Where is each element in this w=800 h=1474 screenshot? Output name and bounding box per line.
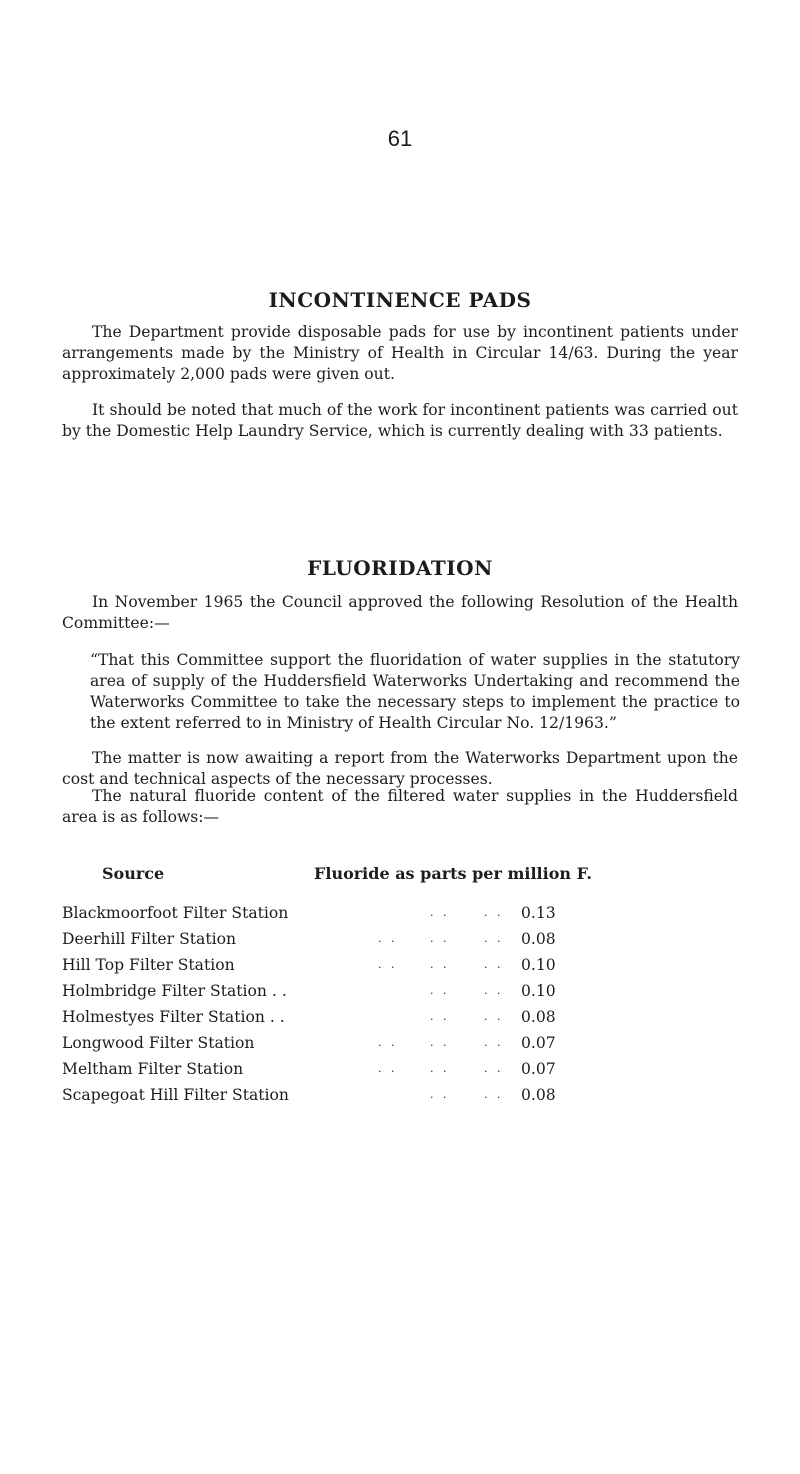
fluoride-value: 0.08 bbox=[521, 930, 556, 948]
leader-dots: . . bbox=[430, 1088, 450, 1101]
leader-dots: . . bbox=[484, 984, 504, 997]
fluoride-value: 0.10 bbox=[521, 956, 556, 974]
leader-dots: . . bbox=[430, 1010, 450, 1023]
leader-dots: . . bbox=[430, 958, 450, 971]
source-name: Scapegoat Hill Filter Station bbox=[62, 1086, 289, 1104]
fluoride-value: 0.10 bbox=[521, 982, 556, 1000]
paragraph-awaiting-report: The matter is now awaiting a report from the Waterworks Department upon the cost and technical aspects of the necessary processes. bbox=[62, 749, 738, 788]
paragraph-pads-provision: The Department provide disposable pads for use by incontinent patients under arrangements made by the Ministry of Health in Circular 14/63. During the year approximately 2,000 pads were given out. bbox=[62, 323, 738, 383]
column-header-fluoride: Fluoride as parts per million F. bbox=[314, 864, 592, 883]
table-row bbox=[62, 1056, 662, 1082]
leader-dots: . . bbox=[484, 1088, 504, 1101]
source-name: Meltham Filter Station bbox=[62, 1060, 244, 1078]
leader-dots: . . bbox=[484, 1036, 504, 1049]
leader-dots: . . bbox=[430, 1036, 450, 1049]
leader-dots: . . bbox=[378, 1062, 398, 1075]
leader-dots: . . bbox=[430, 932, 450, 945]
fluoride-value: 0.07 bbox=[521, 1060, 556, 1078]
section-heading-incontinence-pads: INCONTINENCE PADS bbox=[268, 288, 532, 312]
leader-dots: . . bbox=[430, 1062, 450, 1075]
source-name: Holmestyes Filter Station . . bbox=[62, 1008, 285, 1026]
table-row bbox=[62, 978, 662, 1004]
leader-dots: . . bbox=[378, 932, 398, 945]
leader-dots: . . bbox=[484, 932, 504, 945]
source-name: Hill Top Filter Station bbox=[62, 956, 235, 974]
leader-dots: . . bbox=[484, 958, 504, 971]
leader-dots: . . bbox=[430, 906, 450, 919]
paragraph-resolution-quote: “That this Committee support the fluoridation of water supplies in the statutory area of supply of the Huddersfield Waterworks Undertaking and recommend the Waterworks Committee to take the necessary steps to implement the practice to the extent referred to in Ministry of Health Circular No. 12/1963.” bbox=[90, 651, 740, 732]
source-name: Deerhill Filter Station bbox=[62, 930, 237, 948]
fluoride-value: 0.07 bbox=[521, 1034, 556, 1052]
table-row bbox=[62, 952, 662, 978]
source-name: Longwood Filter Station bbox=[62, 1034, 255, 1052]
table-row bbox=[62, 926, 662, 952]
table-rows bbox=[62, 900, 662, 1108]
paragraph-resolution-intro: In November 1965 the Council approved the following Resolution of the Health Committee:— bbox=[62, 593, 738, 632]
leader-dots: . . bbox=[378, 958, 398, 971]
paragraph-fluoride-content: The natural fluoride content of the filtered water supplies in the Huddersfield area is as follows:— bbox=[62, 787, 738, 826]
leader-dots: . . bbox=[430, 984, 450, 997]
page-number: 61 bbox=[387, 126, 413, 151]
section-heading-fluoridation: FLUORIDATION bbox=[307, 556, 493, 580]
leader-dots: . . bbox=[378, 1036, 398, 1049]
table-row bbox=[62, 1004, 662, 1030]
leader-dots: . . bbox=[484, 1062, 504, 1075]
paragraph-laundry-service: It should be noted that much of the work for incontinent patients was carried out by the Domestic Help Laundry Service, which is currently dealing with 33 patients. bbox=[62, 401, 738, 440]
source-name: Holmbridge Filter Station . . bbox=[62, 982, 287, 1000]
table-row bbox=[62, 1030, 662, 1056]
fluoride-value: 0.13 bbox=[521, 904, 556, 922]
leader-dots: . . bbox=[484, 1010, 504, 1023]
leader-dots: . . bbox=[484, 906, 504, 919]
table-row bbox=[62, 1082, 662, 1108]
column-header-source: Source bbox=[102, 864, 165, 883]
fluoride-value: 0.08 bbox=[521, 1008, 556, 1026]
source-name: Blackmoorfoot Filter Station bbox=[62, 904, 289, 922]
fluoride-value: 0.08 bbox=[521, 1086, 556, 1104]
table-row bbox=[62, 900, 662, 926]
